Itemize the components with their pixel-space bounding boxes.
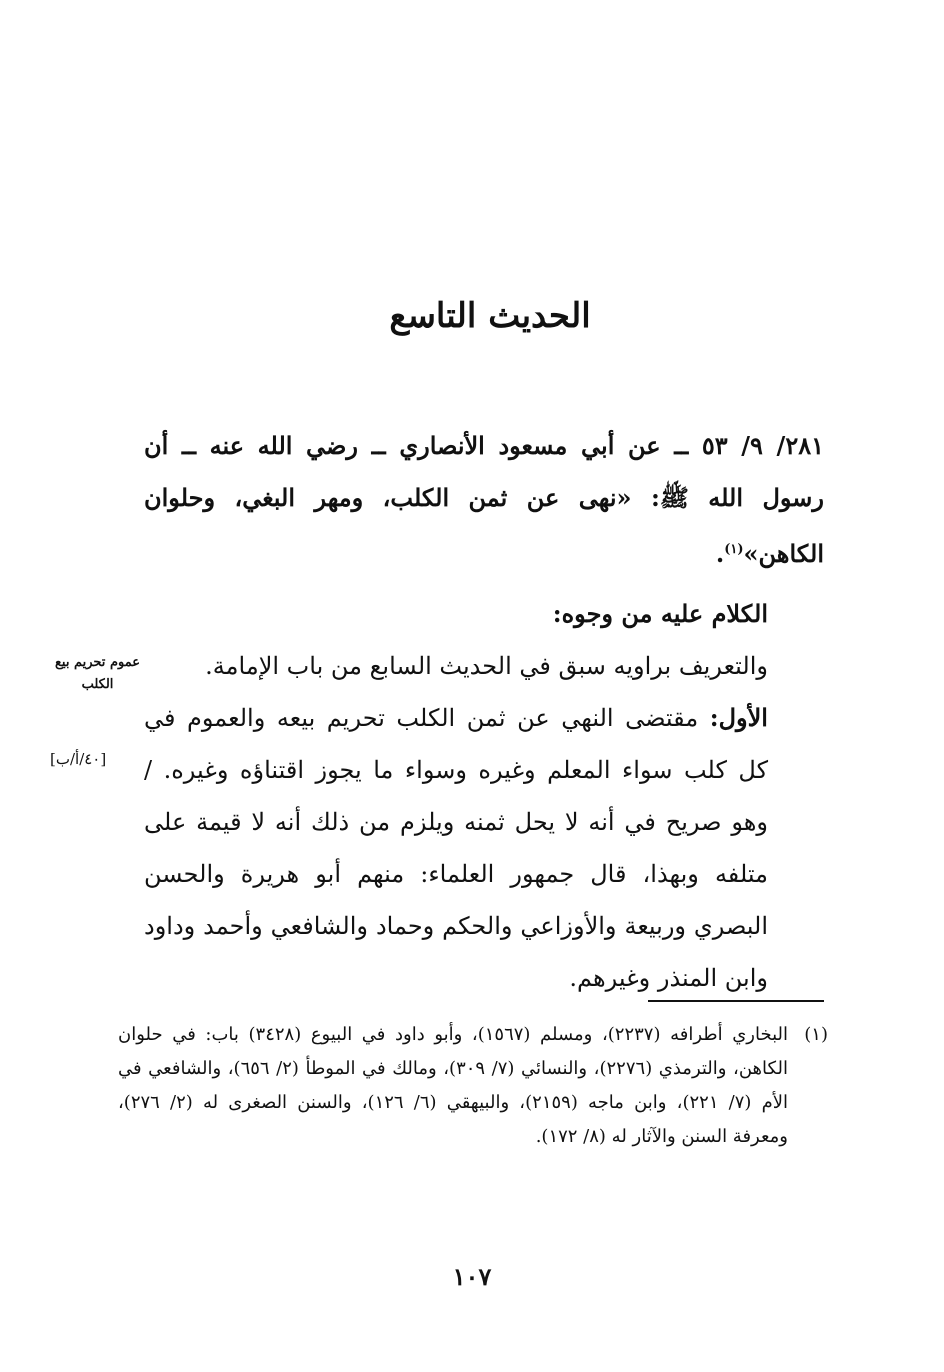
footnote-reference: (١) (724, 542, 744, 557)
hadith-text: ٢٨١/ ٩/ ٥٣ ــ عن أبي مسعود الأنصاري ــ رضي الله عنه ــ أن رسول الله ﷺ: «نهى عن ثمن الكلب، ومهر البغي، وحلوان الكاهن» (144, 431, 824, 568)
discussion-intro: الكلام عليه من وجوه: (552, 599, 768, 628)
hadith-end: . (715, 539, 725, 568)
margin-topic-note: عموم تحريم بيع الكلب (54, 655, 140, 692)
chapter-heading: الحديث التاسع (389, 296, 591, 336)
footnotes (118, 1018, 828, 1154)
footnote-number: (١) (804, 1024, 828, 1045)
first-point-label: الأول: (709, 703, 768, 732)
footnote-separator (648, 1000, 824, 1002)
hadith-paragraph (144, 420, 824, 580)
footnote-text: البخاري أطرافه (٢٢٣٧)، ومسلم (١٥٦٧)، وأبو داود في البيوع (٣٤٢٨) باب: في حلوان الكاهن، والترمذي (٢٢٧٦)، والنسائي (٧/ ٣٠٩)، ومالك في الموطأ (٢/ ٦٥٦)، والشافعي في الأم (٧/ ٢٢١)، وابن ماجه (٢١٥٩)، والبيهقي (٦/ ١٢٦)، والسنن الصغرى له (٢/ ٢٧٦)، ومعرفة السنن والآثار له (٨/ ١٧٢). (118, 1024, 789, 1147)
first-point-text: مقتضى النهي عن ثمن الكلب تحريم بيعه والعموم في كل كلب سواء المعلم وغيره وسواء ما يجوز اقتناؤه وغيره. / وهو صريح في أنه لا يحل ثمنه ويلزم من ذلك أنه لا قيمة على متلفه وبهذا، قال جمهور العلماء: منهم أبو هريرة والحسن البصري وربيعة والأوزاعي والحكم وحماد والشافعي وأحمد وداود وابن المنذر وغيرهم. (144, 704, 768, 992)
first-point (144, 692, 824, 1004)
page-number: ١٠٧ (452, 1262, 492, 1291)
margin-manuscript-ref: [٤٠/أ/ب] (50, 750, 107, 768)
narrator-note: والتعريف براويه سبق في الحديث السابع من باب الإمامة. (205, 652, 768, 680)
main-text (144, 420, 824, 1004)
